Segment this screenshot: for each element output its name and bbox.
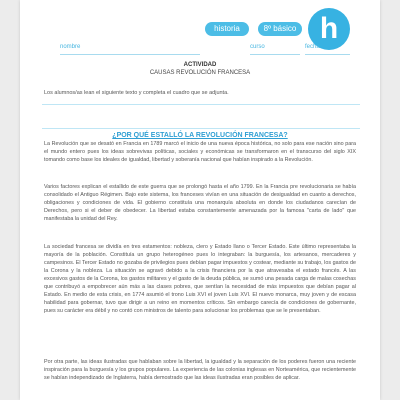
paragraph: La Revolución que se desató en Francia en 1789 marcó el inicio de una nueva época histórica, no solo para ese nación sino para el mundo entero pues los ideas sobrevivas políticas, sociales y económicas se transformaron en el transcurso del siglo XIX tomando como base los ideales de igualdad, libertad y soberanía nacional que habían inspirado a la Revolución.	[44, 141, 356, 163]
student-fields	[20, 43, 380, 55]
activity-heading	[20, 62, 380, 76]
divider	[42, 104, 360, 105]
subject-badge: historia	[205, 22, 249, 36]
grade-badge: 8º básico	[258, 22, 302, 36]
date-label: fecha	[305, 44, 320, 50]
course-label: curso	[250, 44, 265, 50]
logo-icon: h	[308, 8, 350, 50]
section-title-text: ¿POR QUÉ ESTALLÓ LA REVOLUCIÓN FRANCESA?	[106, 132, 293, 139]
instruction-text: Los alumnos/as lean el siguiente texto y completa el cuadro que se adjunta.	[44, 90, 229, 96]
paragraph: La sociedad francesa se dividía en tres estamentos: nobleza, clero y Estado llano o Tercer Estado. Este último representaba la mayoría de la población. Constituía un grupo heterogéneo pues lo integraban: la burguesía, los artesanos, mercaderes y campesinos. El Tercer Estado no gozaba de privilegios pues debían pagar impuestos y costear, mediante su trabajo, los gastos de la Corona y la nobleza. La situación se agravó debido a la crisis financiera por la que atravesaba el estado francés. A las excesivos gastos de la Corona, los gastos militares y el gasto de la deuda pública, se sumó una pesada carga de malas cosechas que contribuyó a empobrecer aún más a las clases pobres, que sentían la necesidad de más impuestos que debían pagar al Estado. En medio de esta crisis, en 1774 asumió el trono Luis XVI el joven Luis XVI. El nuevo monarca, muy joven y de escasa habilidad para gobernar, tuvo que dirigir a un reino en momentos críticos. Sin embargo carecía de condiciones de gobernante, pues su carácter era débil y no contó con ministros de talento para solucionar los problemas que se le presentaban.	[44, 244, 356, 314]
date-field[interactable]	[305, 43, 350, 55]
name-line	[60, 54, 200, 55]
name-label: nombre	[60, 44, 81, 50]
course-field[interactable]	[250, 43, 300, 55]
course-line	[250, 54, 300, 55]
paragraph: Varios factores explican el estallido de este guerra que se prolongó hasta el año 1799. En la Francia pre revolucionaria se había consolidado el Antiguo Régimen. Bajo este sistema, los franceses vivían en una situación de desigualdad en cuanto a derechos, obligaciones y condiciones de vida. El gobierno constituía una monarquía absoluta en donde los ciudadanos carecían de Derechos, pero si el deber de obedecer. La libertad estaba constantemente amenazada por la famosa "carta de lado" que manifestaba la unidad del Rey.	[44, 184, 356, 222]
date-line	[305, 54, 350, 55]
worksheet-page	[20, 0, 380, 400]
paragraph: Por otra parte, las ideas ilustradas que hablaban sobre la libertad, la igualdad y la separación de los poderes fueron una reciente inspiración para la burguesía y los grupos populares. La experiencia de las colonias inglesas en Norteamérica, que recientemente se habían independizado de Inglaterra, había demostrado que las ideas ilustradas eran posibles de aplicar.	[44, 359, 356, 381]
activity-subtitle: CAUSAS REVOLUCIÓN FRANCESA	[149, 70, 251, 76]
name-field[interactable]	[60, 43, 200, 55]
activity-title: ACTIVIDAD	[183, 62, 217, 68]
